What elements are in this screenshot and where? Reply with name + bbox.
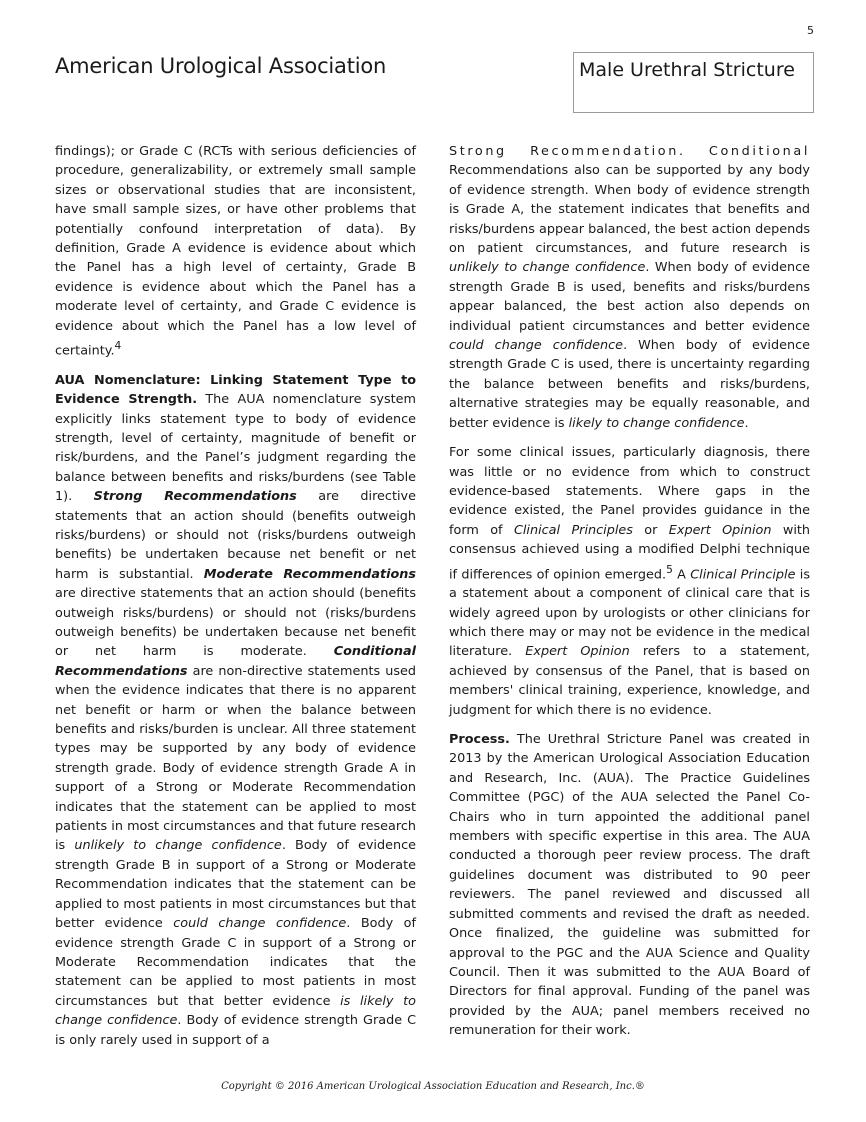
italic-phrase: unlikely to change confidence <box>74 838 282 854</box>
paragraph-text: . <box>744 415 749 431</box>
paragraph-text: . When body of evidence strength Grade B is used, benefits and risks/burdens appear balanced, the best action also depends on individual patient circumstances and better evidence <box>449 260 810 334</box>
term-moderate-recommendations: Moderate Recommendations <box>203 566 416 582</box>
copyright-footer: Copyright © 2016 American Urological Association Education and Research, Inc.® <box>221 1081 645 1092</box>
paragraph-text: Recommendations also can be supported by any body of evidence strength. When body of evidence strength is Grade A, the statement indicates that benefits and risks/burdens appear balanced, the best action depends on patient circumstances, and future research is <box>449 163 810 257</box>
paragraph-text: is a statement about a component of clinical care that is widely agreed upon by urologists or other clinicians for which there may or may not be evidence in the medical literature. <box>449 566 811 660</box>
paragraph-text: . Body of evidence strength Grade B in support of a Strong or Moderate Recommendation indicates that the statement can be applied to most patients in most circumstances but that better evidence <box>55 838 417 932</box>
section-heading: Process. <box>449 732 510 748</box>
term-strong-recommendations: Strong Recommendations <box>93 489 297 505</box>
italic-phrase: likely to change confidence <box>568 415 745 431</box>
right-column <box>449 142 810 1051</box>
italic-phrase: Expert Opinion <box>668 522 772 538</box>
paragraph-text: findings); or Grade C (RCTs with serious deficiencies of procedure, generalizability, or extremely small sample sizes or observational studies that are inconsistent, have small sample sizes, or have other problems that potentially confound interpretation of data). By definition, Grade A evidence is evidence about which the Panel has a high level of certainty, Grade B evidence is evidence about which the Panel has a moderate level of certainty, and Grade C evidence is evidence about which the Panel has a low level of certainty. <box>55 144 416 359</box>
document-title: Male Urethral Stricture <box>579 59 795 81</box>
right-paragraph-process <box>449 730 810 1041</box>
paragraph-text: are directive statements that an action should (benefits outweigh risks/burdens) or should not (risks/burdens outweigh benefits) be undertaken because net benefit or net harm is moderate. <box>55 586 416 660</box>
right-paragraph-conditional <box>449 142 810 433</box>
reference-superscript: 4 <box>114 339 122 353</box>
paragraph-text: A <box>672 566 691 582</box>
italic-phrase: Expert Opinion <box>525 644 630 660</box>
left-column <box>55 142 416 1060</box>
paragraph-text: refers to a statement, achieved by consensus of the Panel, that is based on members' clinical training, experience, knowledge, and judgment for which there is no evidence. <box>449 644 810 718</box>
paragraph-text: . Body of evidence strength Grade C in support of a Strong or Moderate Recommendation indicates that the statement can be applied to most patients in most circumstances but that better evidence <box>55 916 416 1009</box>
document-title-box <box>573 52 814 113</box>
term-conditional-recommendations: Conditional Recommendations <box>55 644 416 679</box>
paragraph-text: The AUA nomenclature system explicitly links statement type to body of evidence strength, level of certainty, magnitude of benefit or risk/burdens, and the Panel’s judgment regarding the balance between benefits and risks/burdens (see Table 1). <box>55 392 417 505</box>
italic-phrase: unlikely to change confidence <box>449 260 646 276</box>
paragraph-text: . When body of evidence strength Grade C is used, there is uncertainty regarding the balance between benefits and risks/burdens, alternative strategies may be equally reasonable, and better evidence is <box>449 338 810 431</box>
italic-phrase: is likely to change confidence <box>55 993 416 1029</box>
paragraph-text: are directive statements that an action should (benefits outweigh risks/burdens) or should not (risks/burdens outweigh benefits) be undertaken because net benefit or net harm is substantial. <box>55 489 416 582</box>
italic-phrase: Clinical Principle <box>690 566 796 582</box>
paragraph-text: with consensus achieved using a modified Delphi technique if differences of opinion emerged. <box>449 522 811 582</box>
left-paragraph-grades <box>55 142 416 361</box>
paragraph-text: are non-directive statements used when the evidence indicates that there is no apparent net benefit or harm or when the balance between benefits and risks/burden is unclear. All three statement types may be supported by any body of evidence strength grade. Body of evidence strength Grade A in support of a Strong or Moderate Recommendation indicates that the statement can be applied to most patients in most circumstances and that future research is <box>55 663 416 854</box>
reference-superscript: 5 <box>666 562 673 576</box>
left-paragraph-nomenclature <box>55 371 416 1050</box>
italic-phrase: could change confidence <box>173 916 347 932</box>
paragraph-text: The Urethral Stricture Panel was created in 2013 by the American Urological Association Education and Research, Inc. (AUA). The Practice Guidelines Committee (PGC) of the AUA selected the Panel Co-Chairs who in turn appointed the additional panel members with specific expertise in this area. The AUA conducted a thorough peer review process. The draft guidelines document was distributed to 90 peer reviewers. The panel reviewed and discussed all submitted comments and revised the draft as needed. Once finalized, the guideline was submitted for approval to the PGC and the AUA Science and Quality Council. Then it was submitted to the AUA Board of Directors for final approval. Funding of the panel was provided by the AUA; panel members received no remuneration for their work. <box>449 732 810 1039</box>
italic-phrase: could change confidence <box>449 338 624 354</box>
paragraph-text: Strong Recommendation. Conditional <box>449 144 810 159</box>
organization-title: American Urological Association <box>55 54 387 78</box>
paragraph-text: . Body of evidence strength Grade C is only rarely used in support of a <box>55 1013 417 1048</box>
paragraph-text: or <box>632 522 669 538</box>
right-paragraph-clinical-principles <box>449 443 810 720</box>
italic-phrase: Clinical Principles <box>513 522 633 538</box>
section-heading: AUA Nomenclature: Linking Statement Type to Evidence Strength. <box>55 372 416 408</box>
page-number: 5 <box>807 24 814 37</box>
paragraph-text: For some clinical issues, particularly diagnosis, there was little or no evidence from which to construct evidence-based statements. Where gaps in the evidence existed, the Panel provides guidance in the form of <box>449 445 810 538</box>
